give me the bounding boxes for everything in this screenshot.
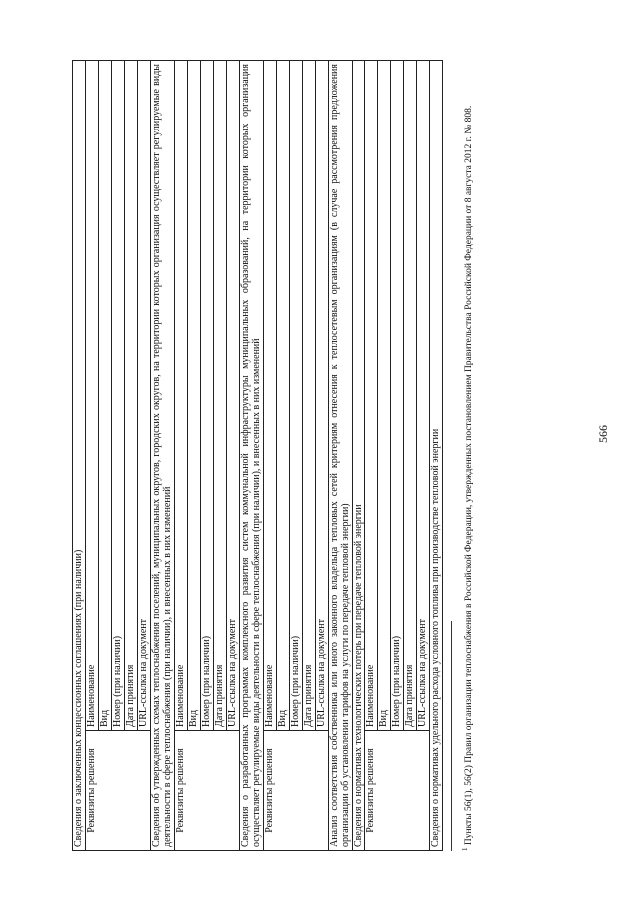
section-row [352,60,365,850]
section-heading: Анализ соответствия собственника или иного законного владельца тепловых сетей критериям отнесения к теплосетевым организациям (в случае рассмотрения предложения организации об установлении тарифов на услуги по передаче тепловой энергии) [328,60,352,850]
footnote-marker: 1 [460,847,469,851]
footnote-text: Пункты 56(1), 56(2) Правил организации теплоснабжения в Российской Федерации, утвержденных постановлением Правительства Российской Федерации от 8 августа 2012 г. № 808. [463,105,474,846]
field-number: Номер (при наличии) [289,60,302,730]
field-number: Номер (при наличии) [200,60,213,730]
field-url: URL-ссылка на документ [315,60,328,730]
footnote [458,71,476,851]
field-row [263,60,276,850]
section-row [150,60,174,850]
field-number: Номер (при наличии) [391,60,404,730]
section-row [328,60,352,850]
field-date: Дата принятия [302,60,315,730]
field-date: Дата принятия [404,60,417,730]
field-url: URL-ссылка на документ [226,60,239,730]
field-date: Дата принятия [124,60,137,730]
group-label: Реквизиты решения [263,731,328,851]
section-heading: Сведения о нормативах технологических потерь при передаче тепловой энергии [352,60,365,850]
field-name: Наименование [365,60,378,730]
field-type: Вид [187,60,200,730]
section-heading: Сведения о нормативах удельного расхода условного топлива при производстве тепловой энергии [430,60,443,850]
page-number: 566 [596,425,610,443]
group-label: Реквизиты решения [365,731,430,851]
requisites-table [72,60,443,851]
field-url: URL-ссылка на документ [417,60,430,730]
field-number: Номер (при наличии) [111,60,124,730]
group-label: Реквизиты решения [174,731,239,851]
field-row [174,60,187,850]
group-label: Реквизиты решения [85,731,150,851]
field-row [365,60,378,850]
field-name: Наименование [263,60,276,730]
field-type: Вид [276,60,289,730]
section-row [430,60,443,850]
field-date: Дата принятия [213,60,226,730]
section-heading: Сведения о разработанных программах комплексного развития систем коммунальной инфраструктуры муниципальных образований, на территории которых организация осуществляет регулируемые виды деятельности в сфере теплоснабжения (при наличии), и внесенных в них изменений [239,60,263,850]
section-heading: Сведения о заключенных концессионных соглашениях (при наличии) [73,60,86,850]
section-row [239,60,263,850]
section-heading: Сведения об утвержденных схемах теплоснабжения поселений, муниципальных округов, городских округов, на территории которых организация осуществляет регулируемые виды деятельности в сфере теплоснабжения (при наличии), и внесенных в них изменений [150,60,174,850]
field-type: Вид [378,60,391,730]
document-body [72,61,612,851]
field-name: Наименование [85,60,98,730]
field-url: URL-ссылка на документ [137,60,150,730]
field-type: Вид [98,60,111,730]
field-row [85,60,98,850]
field-name: Наименование [174,60,187,730]
footnote-divider [451,621,452,851]
section-row [73,60,86,850]
